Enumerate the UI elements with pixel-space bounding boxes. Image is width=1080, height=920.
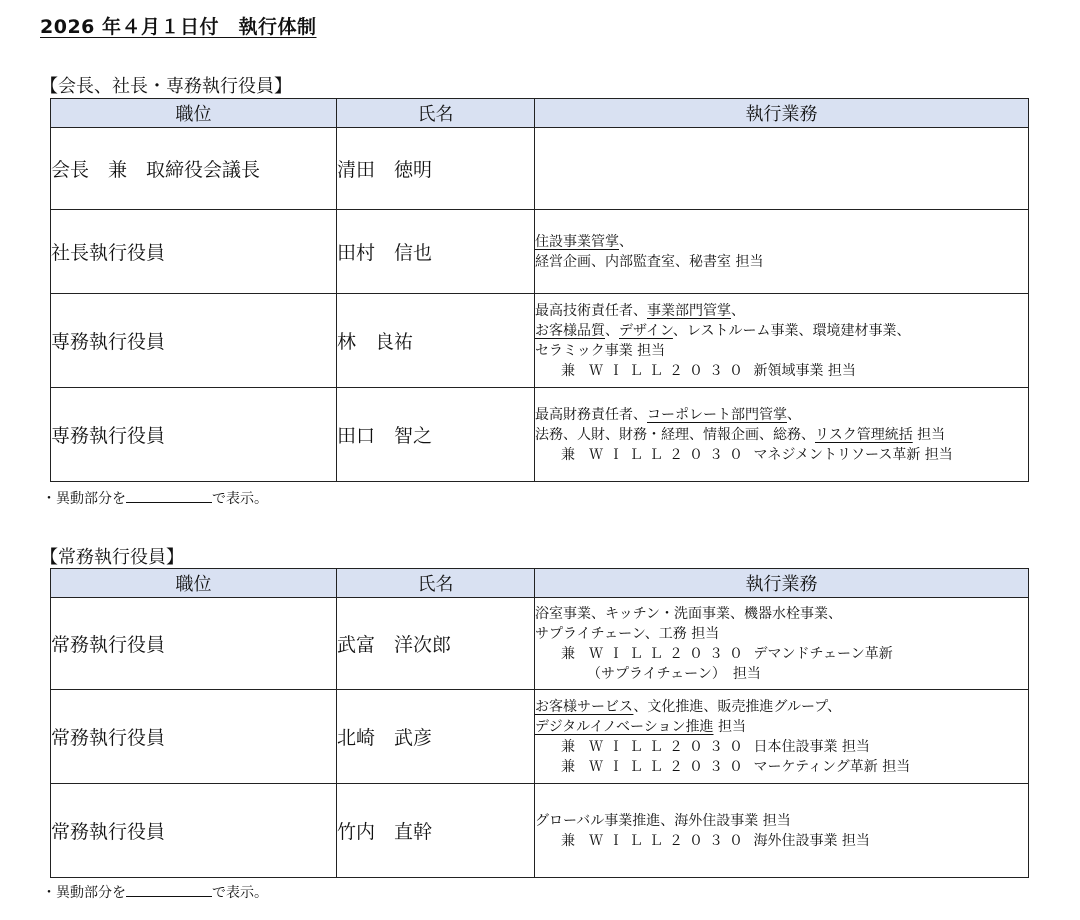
duty-text: 最高財務責任者、 (535, 406, 647, 423)
executives-table (50, 98, 1029, 482)
duty-text: 兼 (561, 758, 589, 775)
note-prefix: ・異動部分を (42, 885, 126, 901)
underline-sample (126, 884, 212, 897)
duty-line (535, 717, 1028, 737)
duty-text: 経営企画、内部監査室、秘書室 担当 (535, 253, 764, 270)
duty-text: ＷＩＬＬ２０３０ (589, 446, 749, 463)
duty-line (535, 811, 1028, 831)
duty-text: 兼 (561, 738, 589, 755)
changed-duty-text: お客様品質 (535, 322, 605, 339)
table-header-row (51, 99, 1029, 128)
duty-text: 担当 (912, 426, 946, 443)
duty-text: 浴室事業、キッチン・洗面事業、機器水栓事業、 (535, 605, 843, 622)
table-row (51, 128, 1029, 210)
name-cell: 清田 徳明 (337, 128, 535, 210)
table-row (51, 210, 1029, 294)
name-cell: 竹内 直幹 (337, 784, 535, 878)
duty-text: ＷＩＬＬ２０３０ (589, 738, 749, 755)
name-cell: 北崎 武彦 (337, 690, 535, 784)
changed-duty-text: デジタルイノベーション推進 (535, 718, 714, 735)
position-cell: 社長執行役員 (51, 210, 337, 294)
position-cell: 専務執行役員 (51, 294, 337, 388)
table-row (51, 690, 1029, 784)
column-header-duties: 執行業務 (535, 569, 1029, 598)
duty-line (535, 232, 1028, 252)
changed-duty-text: リスク管理統括 (815, 426, 913, 443)
duty-text: 海外住設事業 担当 (749, 832, 870, 849)
duty-text: ＷＩＬＬ２０３０ (589, 645, 749, 662)
duties-cell (535, 784, 1029, 878)
position-cell: 常務執行役員 (51, 690, 337, 784)
table-row (51, 388, 1029, 482)
name-cell: 林 良祐 (337, 294, 535, 388)
duty-text: 、レストルーム事業、環境建材事業、 (672, 322, 911, 339)
duty-text: 最高技術責任者、 (535, 302, 647, 319)
duty-text: （サプライチェーン） 担当 (587, 665, 761, 682)
duty-text: デマンドチェーン革新 (749, 645, 893, 662)
name-cell: 田村 信也 (337, 210, 535, 294)
duty-text: 新領域事業 担当 (749, 362, 856, 379)
column-header-name: 氏名 (337, 99, 535, 128)
duty-text: グローバル事業推進、海外住設事業 担当 (535, 812, 791, 829)
underline-sample (126, 490, 212, 503)
column-header-position: 職位 (51, 99, 337, 128)
duty-line (535, 757, 1028, 777)
table-row (51, 598, 1029, 690)
column-header-name: 氏名 (337, 569, 535, 598)
duties-cell (535, 598, 1029, 690)
changed-duty-text: コーポレート部門管掌 (647, 406, 787, 423)
changed-duty-text: 住設事業管掌 (535, 233, 619, 250)
duty-text: 兼 (561, 645, 589, 662)
duty-text: 、 (787, 406, 801, 423)
duty-line (535, 664, 1028, 684)
duty-text: 、 (619, 233, 633, 250)
duty-text: 兼 (561, 832, 589, 849)
change-note (42, 488, 268, 508)
duty-line (535, 321, 1028, 341)
duty-line (535, 624, 1028, 644)
column-header-position: 職位 (51, 569, 337, 598)
duty-line (535, 445, 1028, 465)
duty-line (535, 644, 1028, 664)
duties-cell (535, 294, 1029, 388)
position-cell: 常務執行役員 (51, 784, 337, 878)
duties-cell (535, 690, 1029, 784)
duty-text: ＷＩＬＬ２０３０ (589, 758, 749, 775)
changed-duty-text: デザイン (619, 322, 673, 339)
position-cell: 専務執行役員 (51, 388, 337, 482)
duties-cell (535, 210, 1029, 294)
duty-text: ＷＩＬＬ２０３０ (589, 362, 749, 379)
changed-duty-text: 事業部門管掌 (647, 302, 731, 319)
name-cell: 田口 智之 (337, 388, 535, 482)
duty-line (535, 697, 1028, 717)
column-header-duties: 執行業務 (535, 99, 1029, 128)
duty-line (535, 301, 1028, 321)
managing-officers-table (50, 568, 1029, 878)
duty-line (535, 604, 1028, 624)
changed-duty-text: お客様サービス (535, 698, 634, 715)
duty-text: 兼 (561, 362, 589, 379)
table-header-row (51, 569, 1029, 598)
duty-text: 日本住設事業 担当 (749, 738, 870, 755)
name-cell: 武富 洋次郎 (337, 598, 535, 690)
note-suffix: で表示。 (212, 491, 268, 507)
duty-text: マーケティング革新 担当 (749, 758, 911, 775)
duty-text: 法務、人財、財務・経理、情報企画、総務、 (535, 426, 815, 443)
duty-line (535, 737, 1028, 757)
position-cell: 会長 兼 取締役会議長 (51, 128, 337, 210)
section-heading-managing-officers: 【常務執行役員】 (40, 547, 184, 568)
table-row (51, 294, 1029, 388)
page-title: 2026 年４月１日付 執行体制 (40, 16, 317, 38)
note-suffix: で表示。 (212, 885, 268, 901)
duty-text: 、 (731, 302, 745, 319)
duty-line (535, 341, 1028, 361)
duty-text: 、 (605, 322, 619, 339)
duty-line (535, 361, 1028, 381)
duty-text: 、文化推進、販売推進グループ、 (633, 698, 842, 715)
table-row (51, 784, 1029, 878)
duty-line (535, 831, 1028, 851)
change-note (42, 882, 268, 902)
duty-text: セラミック事業 担当 (535, 342, 666, 359)
duty-line (535, 425, 1028, 445)
duty-line (535, 405, 1028, 425)
duty-text: 担当 (713, 718, 746, 735)
duty-text: ＷＩＬＬ２０３０ (589, 832, 749, 849)
position-cell: 常務執行役員 (51, 598, 337, 690)
duty-text: マネジメントリソース革新 担当 (749, 446, 953, 463)
duty-line (535, 252, 1028, 272)
duties-cell (535, 128, 1029, 210)
section-heading-executives: 【会長、社長・専務執行役員】 (40, 76, 292, 97)
duties-cell (535, 388, 1029, 482)
note-prefix: ・異動部分を (42, 491, 126, 507)
duty-text: 兼 (561, 446, 589, 463)
duty-text: サプライチェーン、工務 担当 (535, 625, 720, 642)
